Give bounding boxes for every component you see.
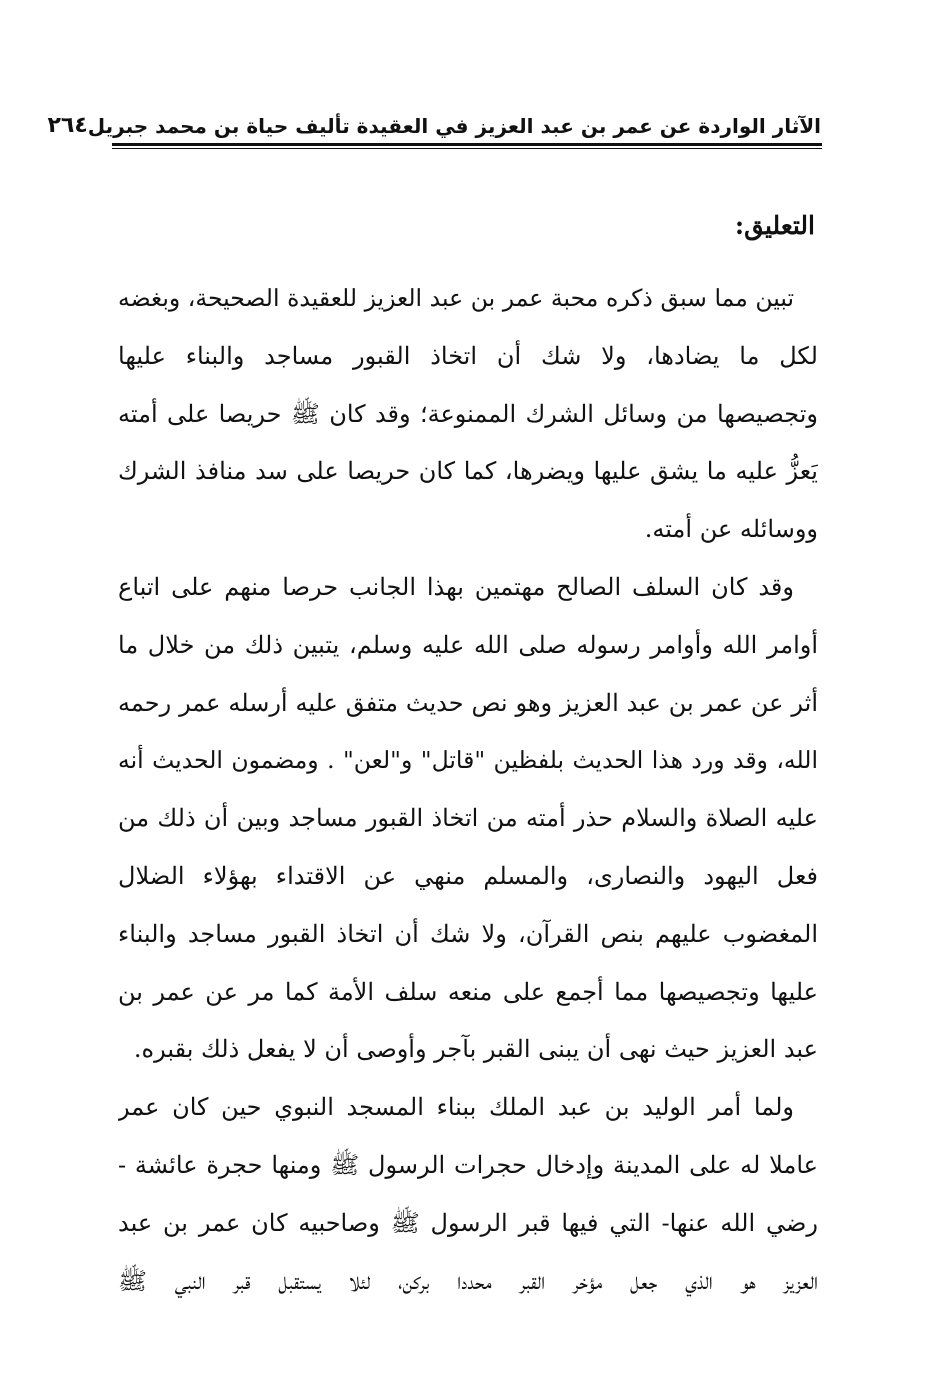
text-line: أثر عن عمر بن عبد العزيز وهو نص حديث متفق عليه أرسله عمر رحمه [118, 688, 818, 717]
text-line: الله، وقد ورد هذا الحديث بلفظين "قاتل" و"لعن" . ومضمون الحديث أنه [118, 746, 818, 775]
text-line: العزيز هو الذي جعل مؤخر القبر محددا بركن، لئلا يستقبل قبر النبي ﷺ [118, 1266, 818, 1295]
text-line: فعل اليهود والنصارى، والمسلم منهي عن الاقتداء بهؤلاء الضلال [118, 861, 818, 890]
page-number: ٢٦٤ [47, 113, 88, 138]
text-line: عاملا له على المدينة وإدخال حجرات الرسول ﷺ ومنها حجرة عائشة - [118, 1150, 818, 1179]
header-rule-thin [112, 148, 822, 149]
text-line: ووسائله عن أمته. [644, 515, 818, 544]
text-line: عبد العزيز حيث نهى أن يبنى القبر بآجر وأوصى أن لا يفعل ذلك بقبره. [133, 1035, 818, 1064]
header-rule-thick [112, 143, 822, 146]
section-heading: التعليق: [734, 211, 815, 240]
header-title: الآثار الواردة عن عمر بن عبد العزيز في العقيدة تأليف حياة بن محمد جبريل [87, 114, 821, 138]
text-line: لكل ما يضادها، ولا شك أن اتخاذ القبور مساجد والبناء عليها [118, 341, 818, 370]
text-line: تبين مما سبق ذكره محبة عمر بن عبد العزيز للعقيدة الصحيحة، وبغضه [118, 284, 794, 312]
text-line: يَعزُّ عليه ما يشق عليها ويضرها، كما كان حريصا على سد منافذ الشرك [118, 457, 818, 486]
text-line: عليها وتجصيصها مما أجمع على منعه سلف الأمة كما مر عن عمر بن [118, 977, 818, 1006]
text-line: وقد كان السلف الصالح مهتمين بهذا الجانب حرصا منهم على اتباع [118, 572, 794, 601]
text-line: وتجصيصها من وسائل الشرك الممنوعة؛ وقد كان ﷺ حريصا على أمته [118, 399, 818, 428]
text-line: عليه الصلاة والسلام حذر أمته من اتخاذ القبور مساجد وبين أن ذلك من [118, 804, 818, 833]
text-line: المغضوب عليهم بنص القرآن، ولا شك أن اتخاذ القبور مساجد والبناء [118, 919, 818, 948]
body-text [118, 270, 818, 1310]
text-line: رضي الله عنها- التي فيها قبر الرسول ﷺ وصاحبيه كان عمر بن عبد [118, 1208, 818, 1237]
text-line: أوامر الله وأوامر رسوله صلى الله عليه وسلم، يتبين ذلك من خلال ما [118, 630, 818, 659]
text-line: ولما أمر الوليد بن عبد الملك ببناء المسجد النبوي حين كان عمر [118, 1093, 794, 1122]
running-header [47, 100, 821, 140]
